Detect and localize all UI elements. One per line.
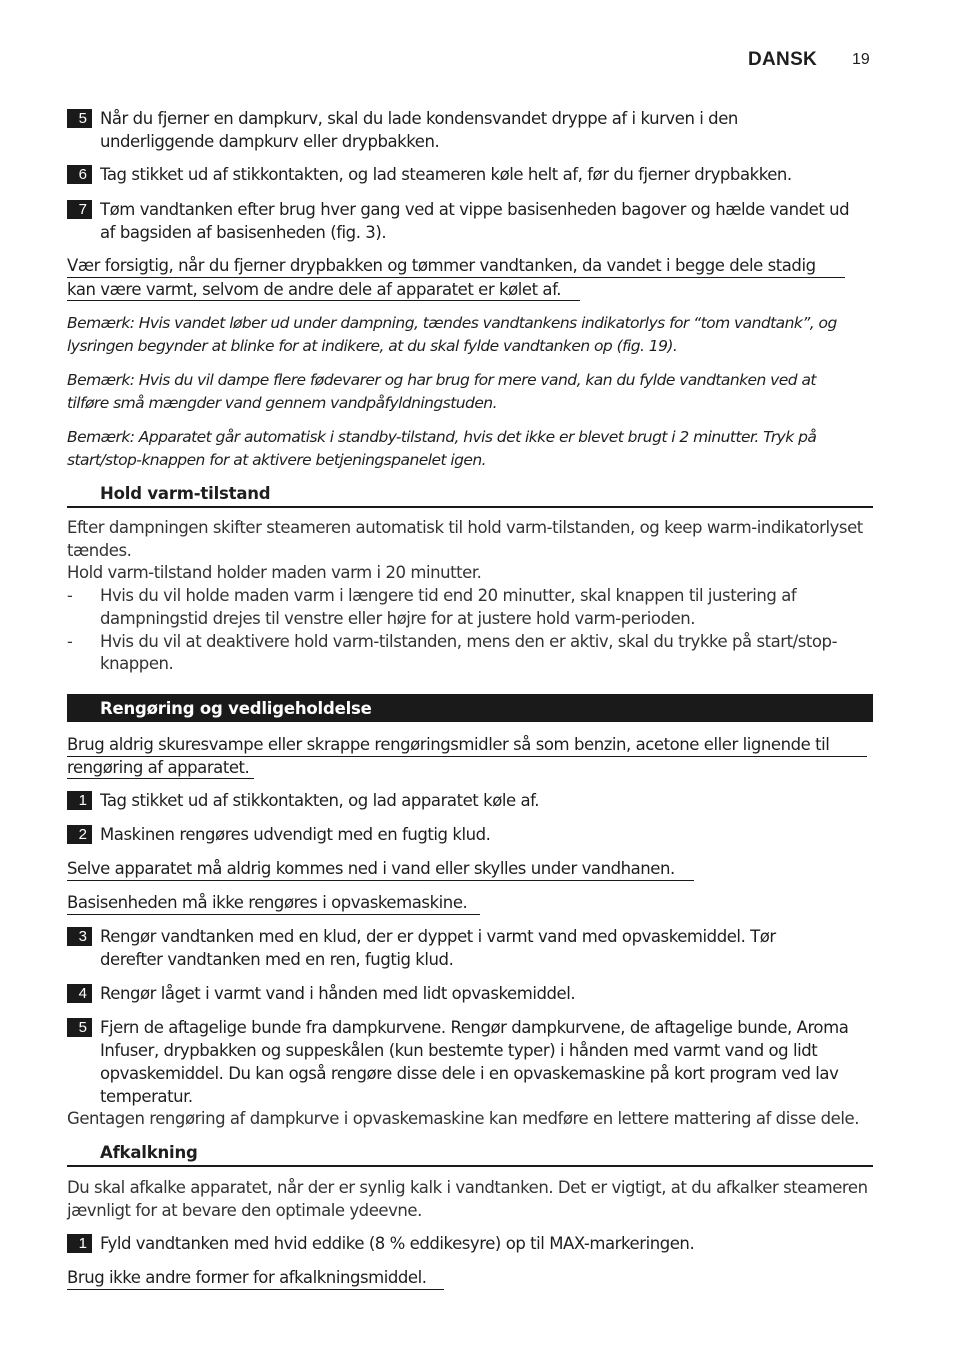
- note-text: lysringen begynder at blinke for at indikere, at du skal fylde vandtanken op (fig. 19).: [67, 337, 678, 355]
- step-text: Når du fjerner en dampkurv, skal du lade kondensvandet dryppe af i kurven i den: [100, 109, 738, 128]
- bullet-mark: -: [67, 586, 73, 605]
- caution-text: Vær forsigtig, når du fjerner drypbakken og tømmer vandtanken, da vandet i begge dele stadig: [67, 256, 816, 275]
- step-text: Tag stikket ud af stikkontakten, og lad steameren køle helt af, før du fjerner drypbakken.: [100, 165, 792, 184]
- step-number: 5: [67, 1018, 92, 1037]
- body-text: Hold varm-tilstand holder maden varm i 20 minutter.: [67, 563, 482, 582]
- section-title: Hold varm-tilstand: [100, 484, 271, 503]
- note-text: start/stop-knappen for at aktivere betjeningspanelet igen.: [67, 451, 487, 469]
- bullet-text: knappen.: [100, 654, 174, 673]
- body-text: Gentagen rengøring af dampkurve i opvaskemaskine kan medføre en lettere mattering af disse dele.: [67, 1109, 859, 1128]
- step-text: Rengør vandtanken med en klud, der er dyppet i varmt vand med opvaskemiddel. Tør: [100, 927, 776, 946]
- bullet-text: Hvis du vil holde maden varm i længere tid end 20 minutter, skal knappen til justering af: [100, 586, 797, 605]
- note-text: Bemærk: Hvis vandet løber ud under dampning, tændes vandtankens indikatorlys for “tom vandtank”, og: [67, 314, 837, 332]
- caution-underline: [67, 914, 480, 915]
- step-number: 1: [67, 1234, 92, 1253]
- body-text: tændes.: [67, 541, 132, 560]
- step-text: derefter vandtanken med en ren, fugtig klud.: [100, 950, 454, 969]
- step-number: 2: [67, 825, 92, 844]
- step-text: opvaskemiddel. Du kan også rengøre disse dele i en opvaskemaskine på kort program ved lav: [100, 1064, 839, 1083]
- step-text: Infuser, drypbakken og suppeskålen (kun bestemte typer) i hånden med varmt vand og lidt: [100, 1041, 818, 1060]
- step-text: Maskinen rengøres udvendigt med en fugtig klud.: [100, 825, 491, 844]
- step-text: Rengør låget i varmt vand i hånden med lidt opvaskemiddel.: [100, 984, 576, 1003]
- caution-text: kan være varmt, selvom de andre dele af apparatet er kølet af.: [67, 280, 562, 299]
- section-cleaning-bar: [67, 694, 873, 722]
- section-rule: [67, 506, 873, 508]
- caution-text: rengøring af apparatet.: [67, 758, 250, 777]
- step-text: Tøm vandtanken efter brug hver gang ved at vippe basisenheden bagover og hælde vandet ud: [100, 200, 850, 219]
- step-number: 4: [67, 984, 92, 1003]
- section-rule: [67, 1165, 873, 1167]
- section-title: Afkalkning: [100, 1143, 198, 1162]
- caution-underline: [67, 880, 694, 881]
- section-descaling: [67, 1141, 873, 1167]
- bullet-mark: -: [67, 632, 73, 651]
- step-number: 7: [67, 200, 92, 219]
- note-text: Bemærk: Hvis du vil dampe flere fødevarer og har brug for mere vand, kan du fylde vandtanken ved at: [67, 371, 816, 389]
- caution-underline: [67, 1289, 444, 1290]
- step-text: temperatur.: [100, 1087, 193, 1106]
- section-keep-warm: [67, 482, 873, 508]
- caution-text: Brug ikke andre former for afkalkningsmiddel.: [67, 1268, 427, 1287]
- step-text: af bagsiden af basisenheden (fig. 3).: [100, 223, 387, 242]
- caution-text: Basisenheden må ikke rengøres i opvaskemaskine.: [67, 893, 468, 912]
- caution-text: Brug aldrig skuresvampe eller skrappe rengøringsmidler så som benzin, acetone eller lignende til: [67, 735, 830, 754]
- language-header: DANSK: [748, 49, 818, 70]
- body-text: jævnligt for at bevare den optimale ydeevne.: [67, 1201, 422, 1220]
- caution-text: Selve apparatet må aldrig kommes ned i vand eller skylles under vandhanen.: [67, 859, 675, 878]
- step-number: 5: [67, 109, 92, 128]
- note-text: tilføre små mængder vand gennem vandpåfyldningstuden.: [67, 394, 497, 412]
- step-text: underliggende dampkurv eller drypbakken.: [100, 132, 440, 151]
- bullet-text: Hvis du vil at deaktivere hold varm-tilstanden, mens den er aktiv, skal du trykke på start/stop-: [100, 632, 838, 651]
- caution-underline: [67, 300, 580, 301]
- step-text: Fjern de aftagelige bunde fra dampkurvene. Rengør dampkurvene, de aftagelige bunde, Aroma: [100, 1018, 849, 1037]
- page-number: 19: [852, 51, 870, 68]
- step-number: 1: [67, 791, 92, 810]
- step-number: 6: [67, 165, 92, 184]
- note-text: Bemærk: Apparatet går automatisk i standby-tilstand, hvis det ikke er blevet brugt i 2 minutter. Tryk på: [67, 428, 817, 446]
- step-text: Fyld vandtanken med hvid eddike (8 % eddikesyre) op til MAX-markeringen.: [100, 1234, 695, 1253]
- section-title: Rengøring og vedligeholdelse: [100, 699, 372, 718]
- body-text: Du skal afkalke apparatet, når der er synlig kalk i vandtanken. Det er vigtigt, at du afkalker steameren: [67, 1178, 868, 1197]
- bullet-text: dampningstid drejes til venstre eller højre for at justere hold varm-perioden.: [100, 609, 696, 628]
- caution-underline: [67, 778, 254, 779]
- step-text: Tag stikket ud af stikkontakten, og lad apparatet køle af.: [100, 791, 540, 810]
- body-text: Efter dampningen skifter steameren automatisk til hold varm-tilstanden, og keep warm-indikatorlyset: [67, 518, 863, 537]
- step-number: 3: [67, 927, 92, 946]
